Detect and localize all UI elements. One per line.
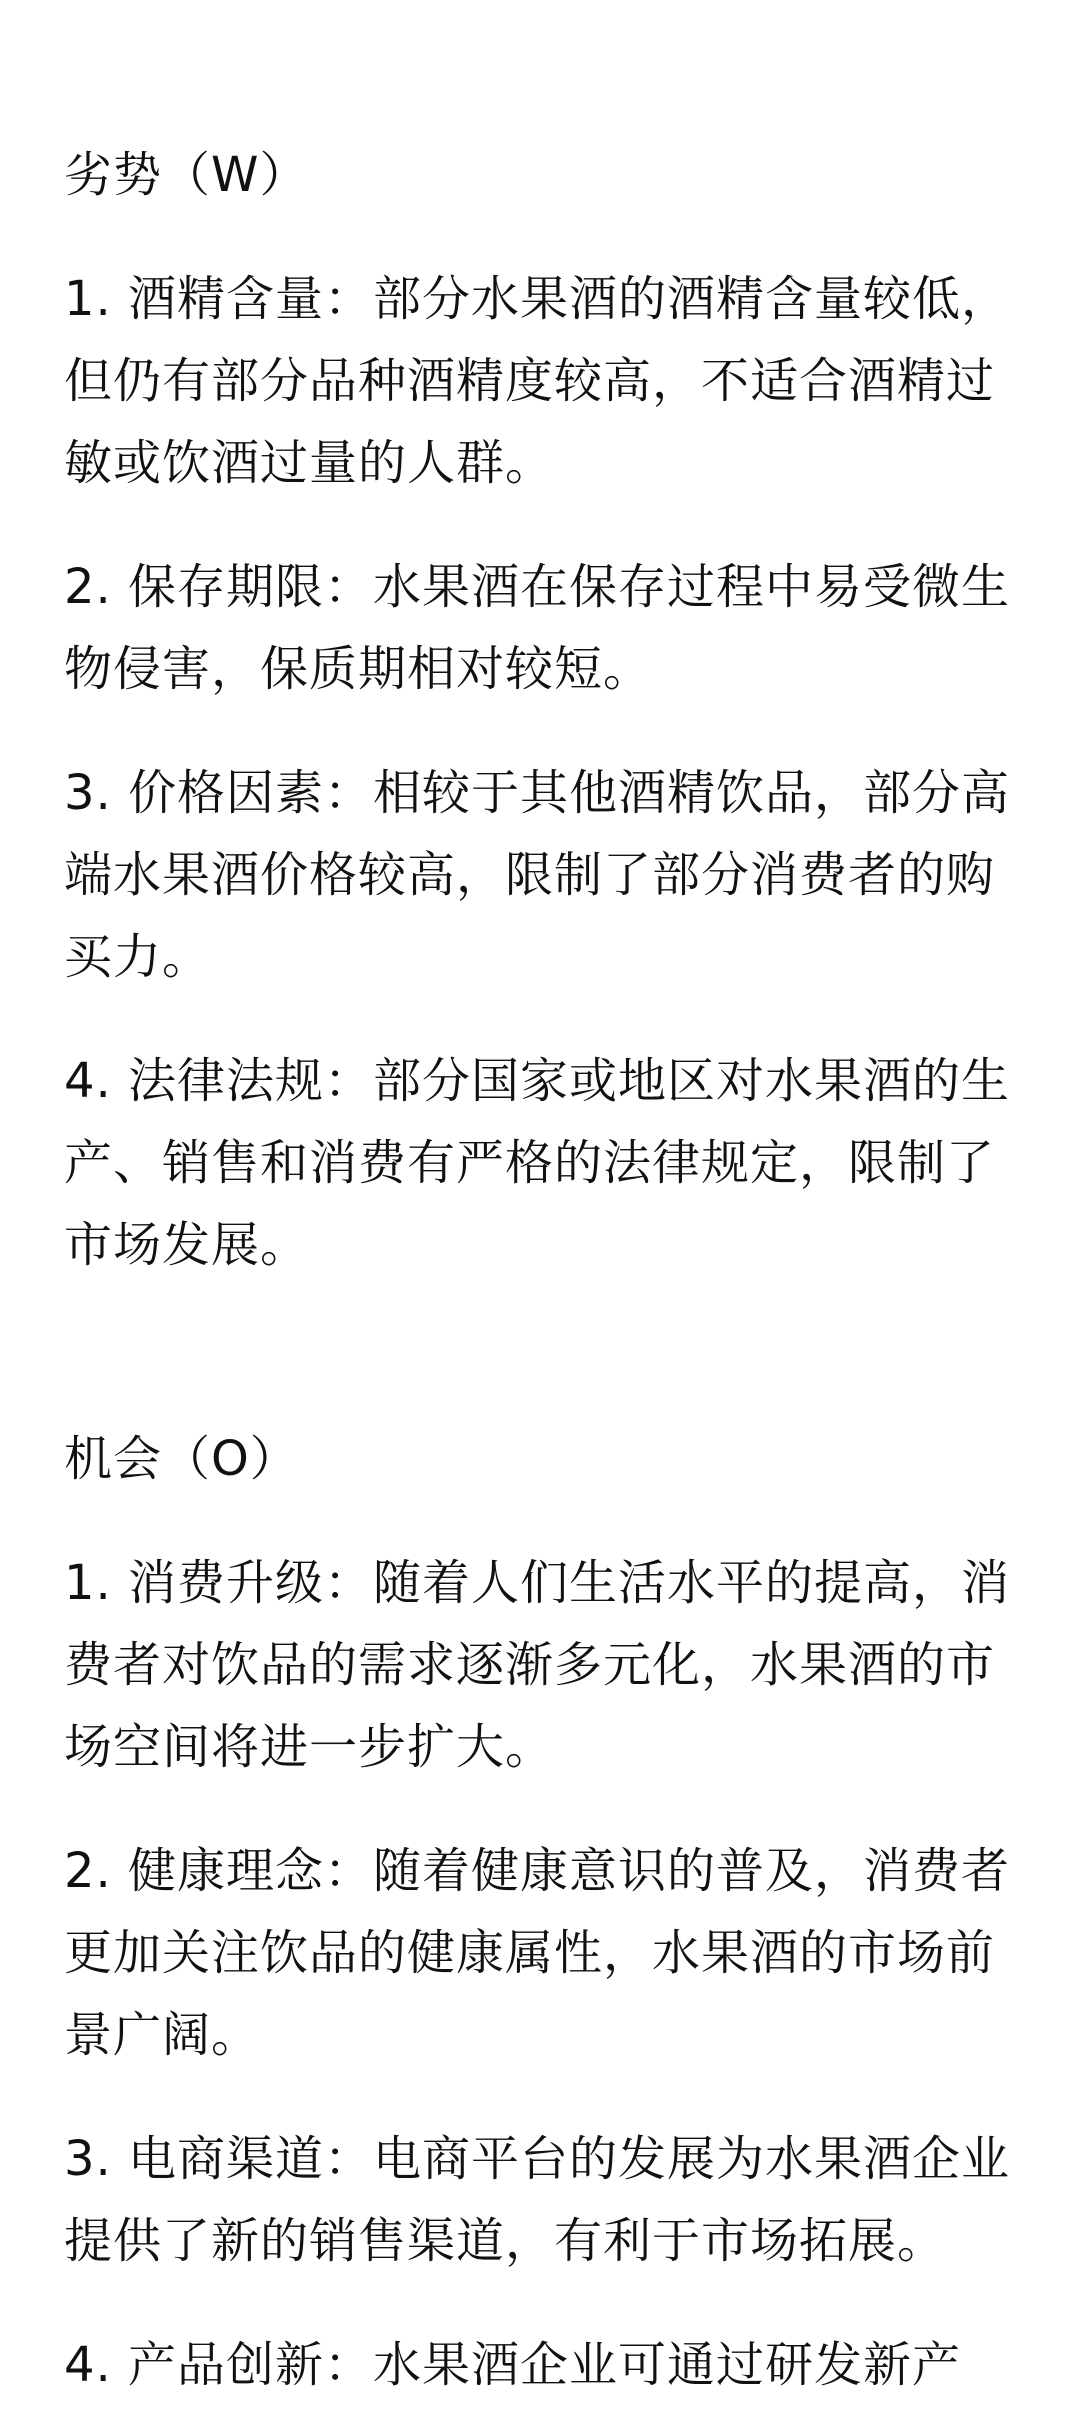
opportunity-item-2: 2. 健康理念：随着健康意识的普及，消费者更加关注饮品的健康属性，水果酒的市场前景广阔。 <box>64 1843 1011 2063</box>
weakness-item-2: 2. 保存期限：水果酒在保存过程中易受微生物侵害，保质期相对较短。 <box>64 559 1011 697</box>
opportunity-item-3: 3. 电商渠道：电商平台的发展为水果酒企业提供了新的销售渠道，有利于市场拓展。 <box>64 2131 1011 2269</box>
section-heading-opportunities: 机会（O） <box>64 1431 299 1487</box>
weakness-item-1: 1. 酒精含量：部分水果酒的酒精含量较低，但仍有部分品种酒精度较高，不适合酒精过敏或饮酒过量的人群。 <box>64 271 1011 491</box>
weakness-item-4: 4. 法律法规：部分国家或地区对水果酒的生产、销售和消费有严格的法律规定，限制了市场发展。 <box>64 1053 1011 1273</box>
weakness-item-3: 3. 价格因素：相较于其他酒精饮品，部分高端水果酒价格较高，限制了部分消费者的购买力。 <box>64 765 1011 985</box>
opportunity-item-1: 1. 消费升级：随着人们生活水平的提高，消费者对饮品的需求逐渐多元化，水果酒的市场空间将进一步扩大。 <box>64 1555 1011 1775</box>
opportunity-item-4: 4. 产品创新：水果酒企业可通过研发新产 <box>64 2337 962 2393</box>
section-heading-weaknesses: 劣势（W） <box>64 147 309 203</box>
